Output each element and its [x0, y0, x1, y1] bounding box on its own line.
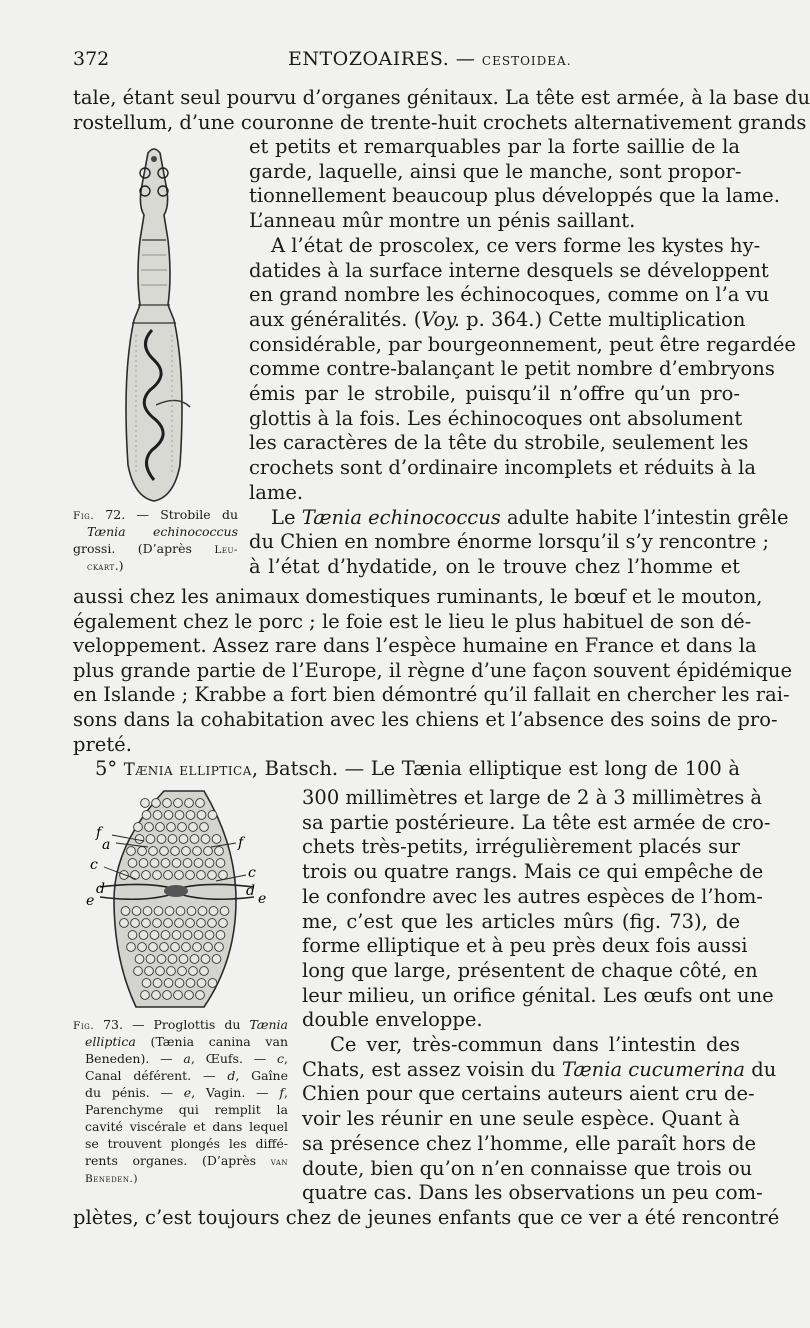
caption-line: Tænia echinococcus	[87, 524, 238, 539]
egg-mark	[179, 835, 188, 844]
egg-mark	[197, 979, 206, 988]
running-title	[288, 48, 572, 70]
egg-mark	[161, 931, 170, 940]
egg-mark	[190, 835, 199, 844]
egg-mark	[153, 871, 162, 880]
egg-mark	[171, 847, 180, 856]
egg-mark	[186, 919, 195, 928]
egg-mark	[219, 919, 228, 928]
text-line: chets très-petits, irrégulièrement placés sur	[302, 835, 740, 859]
egg-mark	[197, 919, 206, 928]
egg-mark	[197, 871, 206, 880]
egg-mark	[138, 847, 147, 856]
text-line: trois ou quatre rangs. Mais ce qui empêche de	[302, 860, 764, 884]
egg-mark	[143, 907, 152, 916]
egg-mark	[120, 919, 129, 928]
text-line: 5° Tænia elliptica, Batsch. — Le Tænia elliptique est long de 100 à	[95, 757, 740, 781]
caption-line: Canal déférent. — d, Gaîne	[85, 1068, 288, 1083]
text-line: considérable, par bourgeonnement, peut être regardée	[249, 332, 796, 356]
egg-mark	[204, 847, 213, 856]
egg-mark	[142, 919, 151, 928]
egg-mark	[204, 943, 213, 952]
text-line: quatre cas. Dans les observations un peu com-	[302, 1181, 763, 1205]
text-line: sa présence chez l’homme, elle paraît hors de	[302, 1131, 757, 1155]
egg-mark	[142, 811, 151, 820]
text-line: en Islande ; Krabbe a fort bien démontré qu’il fallait en chercher les rai-	[73, 683, 790, 707]
egg-mark	[153, 919, 162, 928]
egg-mark	[174, 799, 183, 808]
caption-line: Fig. 73. — Proglottis du Tænia	[73, 1017, 288, 1032]
egg-mark	[131, 871, 140, 880]
egg-mark	[135, 835, 144, 844]
text-line: voir les réunir en une seule espèce. Quant à	[302, 1107, 740, 1131]
egg-mark	[179, 955, 188, 964]
egg-mark	[201, 835, 210, 844]
figure-73-proglottis-illustration	[86, 785, 272, 1015]
egg-mark	[145, 823, 154, 832]
egg-mark	[216, 931, 225, 940]
egg-mark	[208, 811, 217, 820]
egg-mark	[194, 931, 203, 940]
egg-mark	[128, 859, 137, 868]
egg-mark	[182, 943, 191, 952]
egg-mark	[168, 835, 177, 844]
label-d-left: d	[96, 881, 105, 897]
egg-mark	[161, 859, 170, 868]
caption-line: cavité viscérale et dans lequel	[85, 1119, 288, 1134]
egg-mark	[164, 919, 173, 928]
egg-mark	[189, 823, 198, 832]
egg-mark	[160, 943, 169, 952]
egg-mark	[142, 871, 151, 880]
egg-mark	[186, 811, 195, 820]
text-line: A l’état de proscolex, ce vers forme les kystes hy-	[271, 233, 761, 257]
egg-mark	[178, 967, 187, 976]
caption-line: Parenchyme qui remplit la	[85, 1102, 288, 1117]
egg-mark	[120, 871, 129, 880]
egg-mark	[150, 859, 159, 868]
text-line: 300 millimètres et large de 2 à 3 millimètres à	[302, 786, 763, 809]
egg-mark	[185, 799, 194, 808]
egg-mark	[198, 907, 207, 916]
text-line: également chez le porc ; le foie est le lieu le plus habituel de son dé-	[73, 609, 752, 633]
egg-mark	[187, 907, 196, 916]
egg-mark	[215, 943, 224, 952]
text-line: aux généralités. (Voy. p. 364.) Cette multiplication	[249, 307, 746, 331]
text-line: aussi chez les animaux domestiques ruminants, le bœuf et le mouton,	[73, 585, 763, 608]
label-f-left: f	[96, 825, 102, 841]
egg-mark	[175, 871, 184, 880]
egg-mark	[146, 955, 155, 964]
text-line: leur milieu, un orifice génital. Les œufs ont une	[302, 983, 774, 1007]
caption-line: Beneden). — a, Œufs. — c,	[85, 1051, 288, 1066]
egg-mark	[174, 991, 183, 1000]
egg-mark	[154, 907, 163, 916]
chapter-title: ENTOZOAIRES.	[288, 48, 450, 70]
egg-mark	[205, 931, 214, 940]
egg-mark	[167, 823, 176, 832]
label-c-left: c	[90, 857, 98, 873]
egg-mark	[164, 871, 173, 880]
egg-mark	[142, 979, 151, 988]
text-line: doute, bien qu’on n’en connaisse que trois ou	[302, 1156, 753, 1180]
text-line: le confondre avec les autres espèces de l’hom-	[302, 884, 763, 908]
egg-mark	[175, 979, 184, 988]
egg-mark	[196, 991, 205, 1000]
egg-mark	[194, 859, 203, 868]
text-line: me, c’est que les articles mûrs (fig. 73), de	[302, 909, 740, 933]
text-line: sons dans la cohabitation avec les chiens et l’absence des soins de pro-	[73, 708, 778, 731]
egg-mark	[186, 979, 195, 988]
caption-line: du pénis. — e, Vagin. — f,	[85, 1085, 288, 1100]
egg-mark	[146, 835, 155, 844]
text-line: Chien pour que certains auteurs aient cru de-	[302, 1082, 755, 1106]
text-line: forme elliptique et à peu près deux fois aussi	[302, 934, 748, 958]
egg-mark	[135, 955, 144, 964]
egg-mark	[172, 931, 181, 940]
egg-mark	[131, 919, 140, 928]
egg-mark	[168, 955, 177, 964]
egg-mark	[157, 955, 166, 964]
egg-mark	[208, 871, 217, 880]
egg-mark	[163, 799, 172, 808]
egg-mark	[175, 811, 184, 820]
egg-mark	[219, 871, 228, 880]
egg-mark	[172, 859, 181, 868]
label-e-left: e	[86, 893, 95, 909]
egg-mark	[134, 967, 143, 976]
egg-mark	[127, 943, 136, 952]
egg-mark	[171, 943, 180, 952]
page-number: 372	[73, 48, 110, 70]
text-line: en grand nombre les échinocoques, comme on l’a vu	[249, 283, 770, 307]
egg-mark	[176, 907, 185, 916]
text-line: Chats, est assez voisin du Tænia cucumerina du	[302, 1057, 777, 1081]
egg-mark	[156, 967, 165, 976]
caption-line: ckart.)	[87, 558, 124, 573]
text-line: crochets sont d’ordinaire incomplets et réduits à la	[249, 456, 757, 480]
text-line: datides à la surface interne desquels se développent	[249, 258, 769, 282]
caption-line: rents organes. (D’après van	[85, 1153, 288, 1168]
egg-mark	[216, 859, 225, 868]
egg-mark	[215, 847, 224, 856]
egg-mark	[208, 979, 217, 988]
egg-mark	[164, 811, 173, 820]
text-line: double enveloppe.	[302, 1008, 483, 1032]
egg-mark	[205, 859, 214, 868]
egg-mark	[149, 847, 158, 856]
egg-mark	[153, 979, 162, 988]
egg-mark	[138, 943, 147, 952]
text-line: et petits et remarquables par la forte saillie de la	[249, 135, 740, 158]
egg-mark	[190, 955, 199, 964]
text-line: garde, laquelle, ainsi que le manche, sont propor-	[249, 159, 742, 183]
egg-mark	[134, 823, 143, 832]
egg-mark	[175, 919, 184, 928]
egg-mark	[200, 823, 209, 832]
egg-mark	[157, 835, 166, 844]
egg-mark	[121, 907, 130, 916]
text-line: comme contre-balançant le petit nombre d’embryons	[249, 357, 775, 381]
caption-line: Fig. 72. — Strobile du	[73, 507, 238, 522]
text-line: Ce ver, très-commun dans l’intestin des	[330, 1033, 740, 1056]
text-line: L’anneau mûr montre un pénis saillant.	[249, 209, 636, 233]
egg-mark	[208, 919, 217, 928]
text-line: lame.	[249, 480, 304, 504]
egg-mark	[209, 907, 218, 916]
text-line: plètes, c’est toujours chez de jeunes enfants que ce ver a été rencontré	[73, 1206, 780, 1229]
egg-mark	[189, 967, 198, 976]
egg-mark	[164, 979, 173, 988]
text-line: preté.	[73, 732, 132, 756]
label-a: a	[102, 837, 111, 853]
label-d-right: d	[246, 883, 255, 899]
text-line: les caractères de la tête du strobile, seulement les	[249, 431, 749, 455]
title-dash: —	[455, 48, 476, 70]
egg-mark	[167, 967, 176, 976]
egg-mark	[178, 823, 187, 832]
egg-mark	[186, 871, 195, 880]
label-c-right: c	[248, 865, 256, 881]
egg-mark	[153, 811, 162, 820]
egg-mark	[128, 931, 137, 940]
text-line: tale, étant seul pourvu d’organes génitaux. La tête est armée, à la base du	[73, 86, 810, 109]
egg-mark	[212, 835, 221, 844]
egg-mark	[200, 967, 209, 976]
egg-mark	[201, 955, 210, 964]
egg-mark	[163, 991, 172, 1000]
caption-line: se trouvent plongés les diffé-	[85, 1136, 288, 1151]
egg-mark	[165, 907, 174, 916]
label-f-right: f	[238, 835, 244, 851]
egg-mark	[220, 907, 229, 916]
egg-mark	[149, 943, 158, 952]
egg-mark	[152, 799, 161, 808]
figure-72-strobile-illustration	[108, 145, 200, 505]
egg-mark	[185, 991, 194, 1000]
text-line: émis par le strobile, puisqu’il n’offre qu’un pro-	[249, 382, 740, 405]
caption-line: Beneden.)	[85, 1172, 138, 1185]
label-e-right: e	[258, 891, 267, 907]
egg-mark	[139, 931, 148, 940]
text-line: du Chien en nombre énorme lorsqu’il s’y rencontre ;	[249, 530, 770, 554]
text-line: tionnellement beaucoup plus développés que la lame.	[249, 184, 780, 208]
egg-mark	[197, 811, 206, 820]
text-line: sa partie postérieure. La tête est armée de cro-	[302, 810, 771, 834]
text-line: veloppement. Assez rare dans l’espèce humaine en France et dans la	[73, 634, 757, 658]
text-line: glottis à la fois. Les échinocoques ont absolument	[249, 406, 743, 430]
egg-mark	[141, 799, 150, 808]
egg-mark	[183, 859, 192, 868]
egg-mark	[160, 847, 169, 856]
egg-mark	[152, 991, 161, 1000]
running-header	[73, 44, 740, 74]
egg-mark	[196, 799, 205, 808]
text-line: Le Tænia echinococcus adulte habite l’intestin grêle	[271, 505, 789, 529]
egg-mark	[132, 907, 141, 916]
egg-mark	[156, 823, 165, 832]
caption-line: grossi. (D’après Leu-	[73, 541, 238, 556]
text-line: long que large, présentent de chaque côté, en	[302, 958, 758, 982]
egg-mark	[145, 967, 154, 976]
egg-mark	[141, 991, 150, 1000]
text-line: plus grande partie de l’Europe, il règne d’une façon souvent épidémique	[73, 658, 793, 682]
chapter-subtitle: CESTOIDEA.	[481, 54, 572, 68]
egg-mark	[182, 847, 191, 856]
caption-line: elliptica (Tænia canina van	[85, 1034, 288, 1049]
egg-mark	[150, 931, 159, 940]
egg-mark	[139, 859, 148, 868]
egg-mark	[193, 847, 202, 856]
egg-mark	[183, 931, 192, 940]
egg-mark	[193, 943, 202, 952]
text-line: à l’état d’hydatide, on le trouve chez l’homme et	[249, 554, 740, 578]
egg-mark	[127, 847, 136, 856]
text-line: rostellum, d’une couronne de trente-huit crochets alternativement grands	[73, 110, 807, 134]
egg-mark	[212, 955, 221, 964]
